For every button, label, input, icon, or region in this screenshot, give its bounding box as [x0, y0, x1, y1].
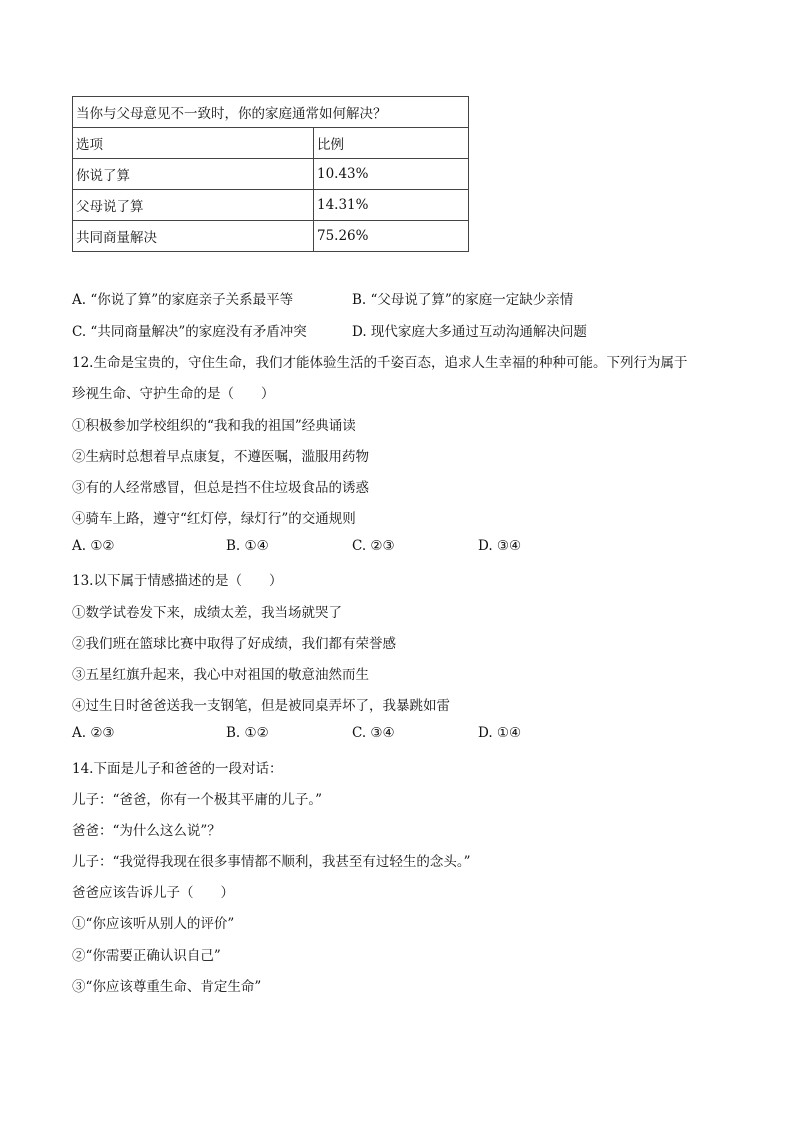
q12-stem-line2: 珍视生命、守护生命的是（ ）	[72, 386, 275, 402]
q14-item: ③“你应该尊重生命、肯定生命”	[72, 979, 262, 995]
table-cell: 14.31%	[314, 190, 469, 221]
q13-option-b: B. ①②	[226, 725, 269, 741]
table-row	[73, 190, 469, 221]
q12-item: ④骑车上路，遵守“红灯停，绿灯行”的交通规则	[72, 511, 356, 527]
table-header-ratio: 比例	[314, 128, 469, 159]
q13-item: ④过生日时爸爸送我一支钢笔，但是被同桌弄坏了，我暴跳如雷	[72, 698, 450, 714]
q12-item: ①积极参加学校组织的“我和我的祖国”经典诵读	[72, 418, 356, 434]
q14-item: ②“你需要正确认识自己”	[72, 948, 221, 964]
q12-option-a: A. ①②	[72, 538, 115, 554]
q14-dialog-line: 儿子：“爸爸，你有一个极其平庸的儿子。”	[72, 792, 323, 808]
survey-table	[72, 96, 469, 252]
q14-dialog-line: 爸爸：“为什么这么说”？	[72, 823, 221, 839]
q11-option-b: B. “父母说了算”的家庭一定缺少亲情	[352, 292, 574, 308]
q11-option-d: D. 现代家庭大多通过互动沟通解决问题	[352, 324, 587, 340]
q11-option-a: A. “你说了算”的家庭亲子关系最平等	[72, 292, 294, 308]
q13-option-c: C. ③④	[352, 725, 395, 741]
q12-option-c: C. ②③	[352, 538, 395, 554]
q13-item: ①数学试卷发下来，成绩太差，我当场就哭了	[72, 605, 342, 621]
q12-option-b: B. ①④	[226, 538, 269, 554]
q14-question: 爸爸应该告诉儿子（ ）	[72, 885, 234, 901]
q12-stem-line1: 12.生命是宝贵的，守住生命，我们才能体验生活的千姿百态，追求人生幸福的种种可能。下列行为属于	[72, 355, 688, 371]
q14-dialog-line: 儿子：“我觉得我现在很多事情都不顺利，我甚至有过轻生的念头。”	[72, 854, 471, 870]
q13-item: ②我们班在篮球比赛中取得了好成绩，我们都有荣誉感	[72, 636, 396, 652]
q11-option-c: C. “共同商量解决”的家庭没有矛盾冲突	[72, 324, 307, 340]
table-cell: 10.43%	[314, 159, 469, 190]
table-row	[73, 221, 469, 252]
table-cell: 75.26%	[314, 221, 469, 252]
table-cell: 父母说了算	[73, 190, 314, 221]
q12-option-d: D. ③④	[478, 538, 522, 554]
table-cell: 共同商量解决	[73, 221, 314, 252]
table-title-row	[73, 97, 469, 128]
q12-item: ②生病时总想着早点康复，不遵医嘱，滥服用药物	[72, 449, 369, 465]
q14-item: ①“你应该听从别人的评价”	[72, 916, 235, 932]
q13-item: ③五星红旗升起来，我心中对祖国的敬意油然而生	[72, 667, 369, 683]
q14-stem: 14.下面是儿子和爸爸的一段对话：	[72, 761, 283, 777]
table-header-option: 选项	[73, 128, 314, 159]
q12-item: ③有的人经常感冒，但总是挡不住垃圾食品的诱惑	[72, 480, 369, 496]
q13-stem: 13.以下属于情感描述的是（ ）	[72, 573, 283, 589]
table-cell: 你说了算	[73, 159, 314, 190]
table-header-row	[73, 128, 469, 159]
table-title: 当你与父母意见不一致时，你的家庭通常如何解决？	[73, 97, 469, 128]
table-row	[73, 159, 469, 190]
q13-option-d: D. ①④	[478, 725, 522, 741]
q13-option-a: A. ②③	[72, 725, 115, 741]
